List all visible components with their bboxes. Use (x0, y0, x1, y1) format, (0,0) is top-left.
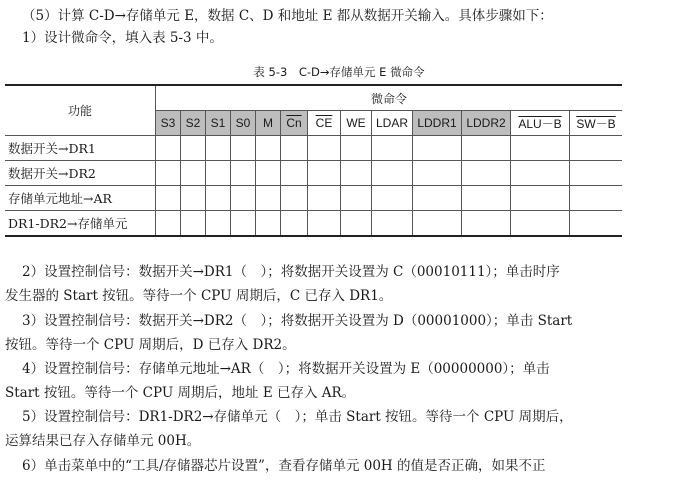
signal-value-cell[interactable] (281, 136, 308, 161)
signal-value-cell[interactable] (462, 211, 511, 237)
step-5-line-1: 5）设置控制信号：DR1-DR2→存储单元（ ）；单击 Start 按钮。等待一个 CPU 周期后， (22, 409, 573, 425)
signal-value-cell[interactable] (570, 161, 623, 186)
signal-value-cell[interactable] (511, 136, 570, 161)
signal-value-cell[interactable] (341, 211, 372, 237)
step-2-line-2: 发生器的 Start 按钮。等待一个 CPU 周期后，C 已存入 DR1。 (5, 288, 393, 304)
signal-label: LDDR1 (417, 116, 457, 130)
signal-label: LDDR2 (466, 116, 506, 130)
signal-label: M (263, 116, 273, 130)
signal-value-cell[interactable] (570, 136, 623, 161)
signal-label: S3 (160, 116, 176, 130)
signal-value-cell[interactable] (281, 161, 308, 186)
signal-label: WE (346, 116, 366, 130)
signal-value-cell[interactable] (156, 161, 181, 186)
signal-value-cell[interactable] (256, 211, 281, 237)
signal-value-cell[interactable] (308, 211, 341, 237)
signal-value-cell[interactable] (462, 136, 511, 161)
row-function-label: 存储单元地址→AR (5, 186, 156, 211)
function-header: 功能 (5, 85, 156, 136)
signal-value-cell[interactable] (231, 136, 256, 161)
signal-m-header (256, 111, 281, 136)
substep-1: 1）设计微命令，填入表 5-3 中。 (22, 30, 223, 46)
signal-value-cell[interactable] (308, 136, 341, 161)
signal-value-cell[interactable] (256, 136, 281, 161)
signal-value-cell[interactable] (372, 211, 413, 237)
signal-value-cell[interactable] (206, 136, 231, 161)
micro-command-table (5, 84, 622, 237)
signal-value-cell[interactable] (206, 161, 231, 186)
signal-value-cell[interactable] (341, 161, 372, 186)
signal-lddr2-header (462, 111, 511, 136)
row-function-label: 数据开关→DR2 (5, 161, 156, 186)
step-2-line-1: 2）设置控制信号：数据开关→DR1（ ）；将数据开关设置为 C（00010111）；单击时序 (22, 264, 560, 280)
step-3-line-2: 按钮。等待一个 CPU 周期后，D 已存入 DR2。 (5, 337, 296, 353)
signal-alub-header (511, 111, 570, 136)
signal-value-cell[interactable] (206, 211, 231, 237)
micro-command-header: 微命令 (156, 85, 623, 111)
signal-value-cell[interactable] (281, 186, 308, 211)
signal-value-cell[interactable] (462, 186, 511, 211)
signal-value-cell[interactable] (511, 186, 570, 211)
signal-value-cell[interactable] (570, 211, 623, 237)
signal-lddr1-header (413, 111, 462, 136)
step-4-line-1: 4）设置控制信号：存储单元地址→AR（ ）；将数据开关设置为 E（00000000）；单击 (22, 361, 550, 377)
signal-value-cell[interactable] (181, 136, 206, 161)
signal-value-cell[interactable] (231, 161, 256, 186)
signal-s2-header (181, 111, 206, 136)
signal-label: $\overline{Cn}$ (286, 116, 302, 130)
signal-label: SW－B (576, 116, 616, 131)
signal-value-cell[interactable] (413, 161, 462, 186)
signal-s0-header (231, 111, 256, 136)
signal-label: S1 (210, 116, 226, 130)
signal-value-cell[interactable] (156, 186, 181, 211)
signal-value-cell[interactable] (511, 211, 570, 237)
signal-value-cell[interactable] (156, 136, 181, 161)
signal-value-cell[interactable] (372, 186, 413, 211)
table-body (5, 136, 622, 237)
step-heading: （5）计算 C-D→存储单元 E，数据 C、D 和地址 E 都从数据开关输入。具体步骤如下： (22, 8, 553, 24)
step-3-line-1: 3）设置控制信号：数据开关→DR2（ ）；将数据开关设置为 D（00001000）；单击 Start (22, 313, 573, 329)
signal-value-cell[interactable] (413, 186, 462, 211)
table-row (5, 161, 622, 186)
signal-cn-header (281, 111, 308, 136)
signal-we-header (341, 111, 372, 136)
signal-value-cell[interactable] (413, 211, 462, 237)
signal-value-cell[interactable] (308, 186, 341, 211)
step-5-line-2: 运算结果已存入存储单元 00H。 (5, 433, 201, 449)
step-4-line-2: Start 按钮。等待一个 CPU 周期后，地址 E 已存入 AR。 (5, 385, 356, 401)
signal-value-cell[interactable] (181, 211, 206, 237)
table-row (5, 211, 622, 237)
signal-value-cell[interactable] (372, 161, 413, 186)
table-row (5, 136, 622, 161)
signal-value-cell[interactable] (570, 186, 623, 211)
signal-value-cell[interactable] (462, 161, 511, 186)
signal-value-cell[interactable] (341, 186, 372, 211)
signal-value-cell[interactable] (256, 186, 281, 211)
signal-swb-header (570, 111, 623, 136)
step-6-line-1: 6）单击菜单中的“工具/存储器芯片设置”，查看存储单元 00H 的值是否正确，如果不正 (22, 458, 546, 474)
signal-ce-header (308, 111, 341, 136)
signal-value-cell[interactable] (231, 211, 256, 237)
signal-value-cell[interactable] (231, 186, 256, 211)
signal-s3-header (156, 111, 181, 136)
signal-label: $\overline{CE}$ (315, 116, 333, 130)
signal-ldar-header (372, 111, 413, 136)
table-caption: 表 5-3 C-D→存储单元 E 微命令 (253, 65, 425, 79)
table-row (5, 186, 622, 211)
signal-value-cell[interactable] (206, 186, 231, 211)
signal-value-cell[interactable] (181, 186, 206, 211)
signal-label: LDAR (375, 116, 408, 130)
signal-s1-header (206, 111, 231, 136)
signal-value-cell[interactable] (281, 211, 308, 237)
signal-value-cell[interactable] (308, 161, 341, 186)
signal-label: S2 (185, 116, 201, 130)
signal-label: S0 (235, 116, 251, 130)
signal-value-cell[interactable] (413, 136, 462, 161)
row-function-label: DR1-DR2→存储单元 (5, 211, 156, 237)
signal-value-cell[interactable] (256, 161, 281, 186)
signal-value-cell[interactable] (511, 161, 570, 186)
signal-value-cell[interactable] (156, 211, 181, 237)
row-function-label: 数据开关→DR1 (5, 136, 156, 161)
signal-value-cell[interactable] (372, 136, 413, 161)
signal-label: ALU－B (518, 116, 562, 131)
signal-value-cell[interactable] (341, 136, 372, 161)
signal-value-cell[interactable] (181, 161, 206, 186)
